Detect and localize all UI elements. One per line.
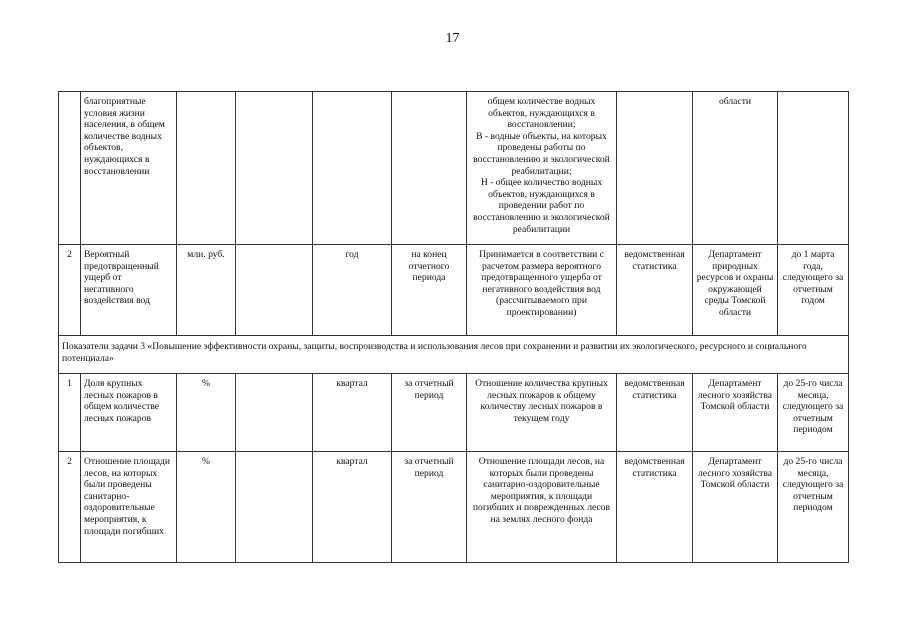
empty-cell — [236, 245, 313, 336]
period-cell: год — [313, 245, 392, 336]
period-cell — [313, 92, 392, 245]
date-cell: на конец отчетного периода — [392, 245, 467, 336]
row-number: 2 — [59, 452, 81, 563]
period-cell: квартал — [313, 452, 392, 563]
source-cell: ведомственная статистика — [617, 374, 693, 452]
deadline-cell — [778, 92, 849, 245]
unit-cell: млн. руб. — [177, 245, 236, 336]
method-cell: Отношение количества крупных лесных пожаров к общему количеству лесных пожаров в текущем году — [467, 374, 617, 452]
unit-cell — [177, 92, 236, 245]
source-cell: ведомственная статистика — [617, 245, 693, 336]
indicator-name: Вероятный предотвращенный ущерб от негативного воздействия вод — [81, 245, 177, 336]
method-cell: Принимается в соответствии с расчетом размера вероятного предотвращенного ущерба от негативного воздействия вод (рассчитываемого при проектировании) — [467, 245, 617, 336]
responsible-cell: Департамент лесного хозяйства Томской области — [693, 452, 778, 563]
responsible-cell: Департамент лесного хозяйства Томской области — [693, 374, 778, 452]
section-title: Показатели задачи 3 «Повышение эффективности охраны, защиты, воспроизводства и использования лесов при сохранении и развитии их экологического, ресурсного и социального потенциала» — [59, 336, 849, 374]
empty-cell — [236, 92, 313, 245]
method-cell: Отношение площади лесов, на которых были проведены санитарно-оздоровительные мероприятия, к площади погибших и поврежденных лесов на землях лесного фонда — [467, 452, 617, 563]
row-number: 2 — [59, 245, 81, 336]
deadline-cell: до 25-го числа месяца, следующего за отчетным периодом — [778, 452, 849, 563]
empty-cell — [236, 374, 313, 452]
indicator-name: Отношение площади лесов, на которых были проведены санитарно-оздоровительные мероприятия, к площади погибших — [81, 452, 177, 563]
page-number: 17 — [445, 31, 460, 46]
deadline-cell: до 1 марта года, следующего за отчетным годом — [778, 245, 849, 336]
responsible-cell: Департамент природных ресурсов и охраны окружающей среды Томской области — [693, 245, 778, 336]
method-cell: общем количестве водных объектов, нуждающихся в восстановлении; В - водные объекты, на которых проведены работы по восстановлению и экологической реабилитации; Н - общее количество водных объектов, нуждающихся в проведении работ по восстановлению и экологической реабилитации — [467, 92, 617, 245]
table-row — [59, 374, 849, 452]
source-cell — [617, 92, 693, 245]
responsible-cell: области — [693, 92, 778, 245]
date-cell — [392, 92, 467, 245]
source-cell: ведомственная статистика — [617, 452, 693, 563]
empty-cell — [236, 452, 313, 563]
unit-cell: % — [177, 452, 236, 563]
row-number — [59, 92, 81, 245]
date-cell: за отчетный период — [392, 374, 467, 452]
table-row — [59, 245, 849, 336]
indicator-name: благоприятные условия жизни населения, в общем количестве водных объектов, нуждающихся в восстановлении — [81, 92, 177, 245]
table-row — [59, 452, 849, 563]
section-header-row — [59, 336, 849, 374]
date-cell: за отчетный период — [392, 452, 467, 563]
table-row — [59, 92, 849, 245]
unit-cell: % — [177, 374, 236, 452]
period-cell: квартал — [313, 374, 392, 452]
deadline-cell: до 25-го числа месяца, следующего за отчетным периодом — [778, 374, 849, 452]
indicators-table — [58, 91, 849, 563]
indicator-name: Доля крупных лесных пожаров в общем количестве лесных пожаров — [81, 374, 177, 452]
row-number: 1 — [59, 374, 81, 452]
